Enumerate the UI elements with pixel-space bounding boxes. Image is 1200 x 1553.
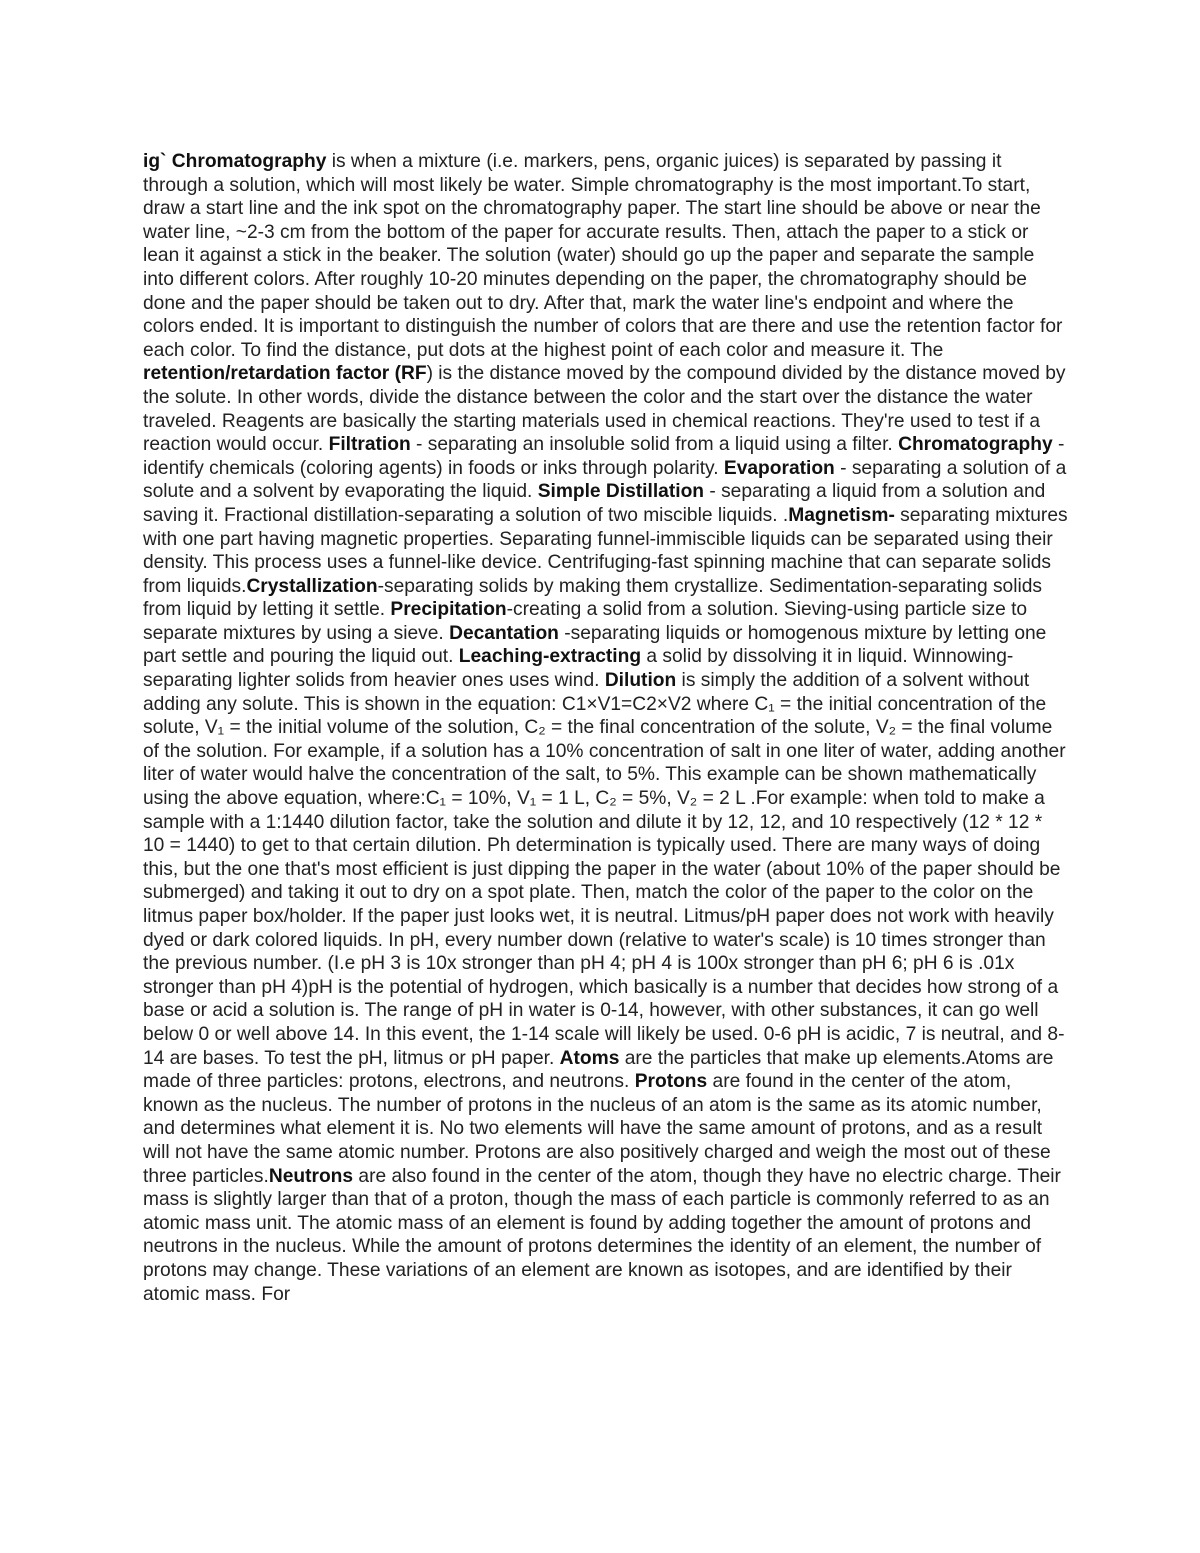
text-run: - separating an insoluble solid from a liquid using a filter. [410, 434, 899, 456]
term-precipitation: Precipitation [390, 599, 507, 621]
term-magnetism: Magnetism- [788, 504, 895, 526]
text-run: are the particles that make up elements.Atoms are made of three particles: protons, electrons, and neutrons. [143, 1047, 1054, 1093]
term-evaporation: Evaporation [723, 457, 835, 479]
text-run-bold: ig` [143, 151, 172, 172]
text-run: are also found in the center of the atom, though they have no electric charge. Their mass is slightly larger than that of a proton, though the mass of each particle is commonly referred to as an atomic mass unit. The atomic mass of an element is found by adding together the amount of protons and neutrons in the nucleus. While the amount of protons determines the identity of an element, the number of protons may change. These variations of an element are known as isotopes, and are identified by their atomic mass. For [143, 1165, 1061, 1305]
term-chromatography: Chromatography [171, 151, 327, 172]
text-run: separating mixtures with one part having magnetic properties. Separating funnel-immiscible liquids can be separated using their density. This process uses a funnel-like device. Centrifuging-fast spinning machine that can separate solids from liquids. [143, 504, 1068, 597]
text-run: - identify chemicals (coloring agents) in foods or inks through polarity. [143, 434, 1065, 479]
term-neutrons: Neutrons [268, 1165, 354, 1187]
body-paragraph [143, 150, 1068, 1306]
term-decantation: Decantation [449, 622, 559, 644]
text-run: -creating a solid from a solution. Sieving-using particle size to separate mixtures by using a sieve. [143, 599, 1028, 644]
text-run: is simply the addition of a solvent without adding any solute. This is shown in the equation: C1×V1=C2×V2 where C₁ = the initial concentration of the solute, V₁ = the initial volume of the solution, C₂ = the final concentration of the solute, V₂ = the final volume of the solution. For example, if a solution has a 10% concentration of salt in one liter of water, adding another liter of water would halve the concentration of the salt, to 5%. This example can be shown mathematically using the above equation, where:C₁ = 10%, V₁ = 1 L, C₂ = 5%, V₂ = 2 L .For example: when told to make a sample with a 1:1440 dilution factor, take the solution and dilute it by 12, 12, and 10 respectively (12 * 12 * 10 = 1440) to get to that certain dilution. Ph determination is typically used. There are many ways of doing this, but the one that's most efficient is just dipping the paper in the water (about 10% of the paper should be submerged) and taking it out to dry on a spot plate. Then, match the color of the paper to the color on the litmus paper box/holder. If the paper just looks wet, it is neutral. Litmus/pH paper does not work with heavily dyed or dark colored liquids. In pH, every number down (relative to water's scale) is 10 times stronger than the previous number. (I.e pH 3 is 10x stronger than pH 4; pH 4 is 100x stronger than pH 6; pH 6 is .01x stronger than pH 4)pH is the potential of hydrogen, which basically is a number that decides how strong of a base or acid a solution is. The range of pH in water is 0-14, however, with other substances, it can go well below 0 or well above 14. In this event, the 1-14 scale will likely be used. 0-6 pH is acidic, 7 is neutral, and 8-14 are bases. To test the pH, litmus or pH paper. [143, 670, 1066, 1069]
term-filtration: Filtration [328, 434, 411, 456]
term-chromatography-definition: Chromatography [898, 434, 1053, 456]
term-retention-factor: retention/retardation factor (RF [143, 363, 427, 385]
text-run: ) is the distance moved by the compound divided by the distance moved by the solute. In other words, divide the distance between the color and the start over the distance the water traveled. Reagents are basically the starting materials used in chemical reactions. They're used to test if a reaction would occur. [143, 363, 1066, 456]
term-crystallization: Crystallization [246, 575, 378, 597]
text-run: - separating a solution of a solute and a solvent by evaporating the liquid. [143, 457, 1067, 503]
term-simple-distillation: Simple Distillation [537, 481, 705, 503]
term-dilution: Dilution [604, 670, 677, 692]
text-run: -separating liquids or homogenous mixture by letting one part settle and pouring the liquid out. [143, 622, 1047, 668]
term-protons: Protons [634, 1071, 708, 1093]
term-leaching: Leaching-extracting [458, 646, 642, 668]
text-run: - separating a liquid from a solution and saving it. Fractional distillation-separating a solution of two miscible liquids. . [143, 481, 1046, 526]
text-run: are found in the center of the atom, known as the nucleus. The number of protons in the nucleus of an atom is the same as its atomic number, and determines what element it is. No two elements will have the same amount of protons, and as a result will not have the same atomic number. Protons are also positively charged and weigh the most out of these three particles. [143, 1071, 1051, 1187]
text-run: a solid by dissolving it in liquid. Winnowing-separating lighter solids from heavier ones uses wind. [143, 646, 1014, 692]
text-run: -separating solids by making them crystallize. Sedimentation-separating solids from liquid by letting it settle. [143, 575, 1043, 621]
term-atoms: Atoms [559, 1047, 620, 1069]
text-run: is when a mixture (i.e. markers, pens, organic juices) is separated by passing it through a solution, which will most likely be water. Simple chromatography is the most important.To start, draw a start line and the ink spot on the chromatography paper. The start line should be above or near the water line, ~2-3 cm from the bottom of the paper for accurate results. Then, attach the paper to a stick or lean it against a stick in the beaker. The solution (water) should go up the paper and separate the sample into different colors. After roughly 10-20 minutes depending on the paper, the chromatography should be done and the paper should be taken out to dry. After that, mark the water line's endpoint and where the colors ended. It is important to distinguish the number of colors that are there and use the retention factor for each color. To find the distance, put dots at the highest point of each color and measure it. The [143, 151, 1063, 361]
